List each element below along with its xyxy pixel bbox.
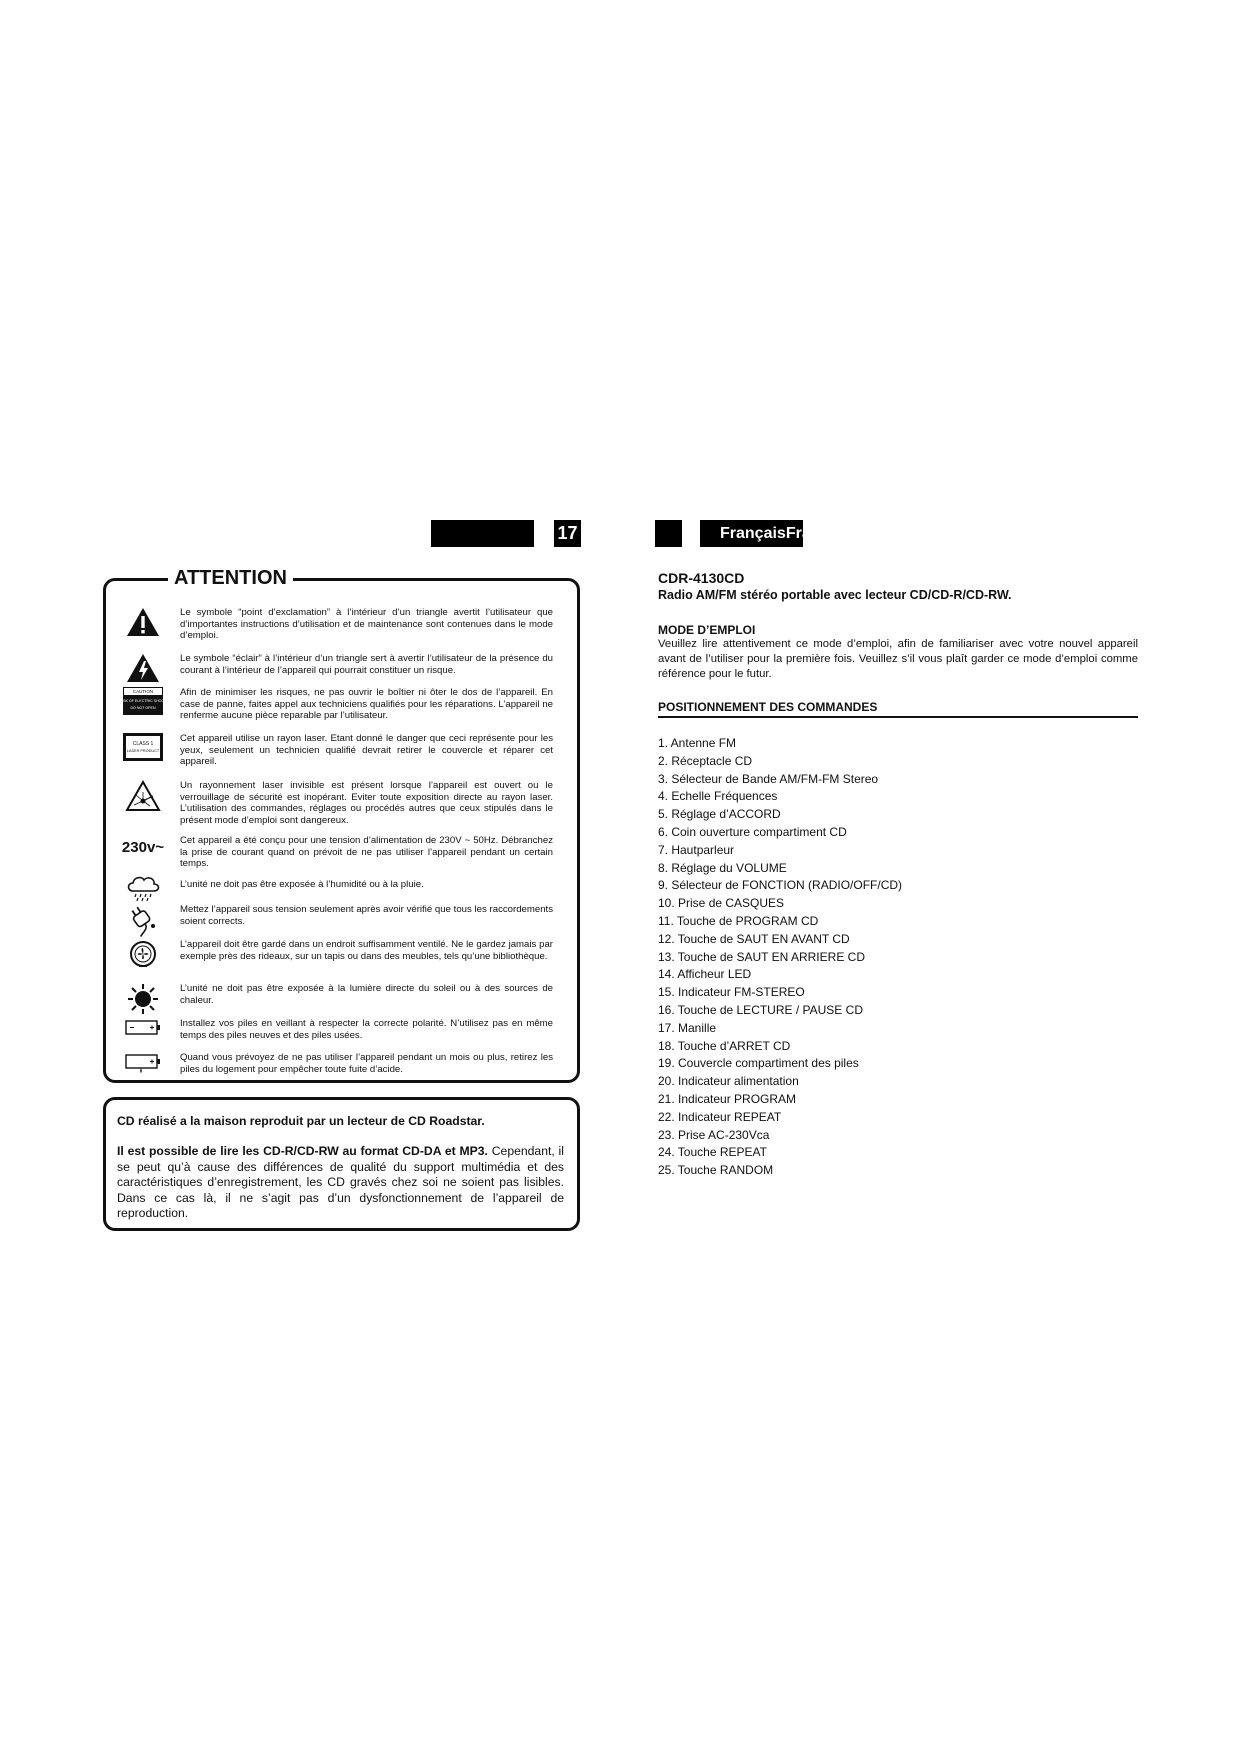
attention-item-sun [106,983,553,1015]
list-item: 10. Prise de CASQUES [658,896,785,911]
ventilation-fan-icon [127,939,159,971]
list-item: 14. Afficheur LED [658,967,752,982]
attention-item-text: Installez vos piles en veillant à respecter la correcte polarité. N’utilisez pas en même temps des piles neuves et des piles usées. [180,1018,553,1041]
list-item: 3. Sélecteur de Bande AM/FM-FM Stereo [658,771,879,786]
list-item: 7. Hautparleur [658,842,735,857]
mode-text: Veuillez lire attentivement ce mode d’emploi, afin de familiariser avec votre nouvel appareil avant de l’utiliser pour la première fois. Veuillez s’il vous plaît garder ce mode d’emploi comme référence pour le futur. [658,638,1138,680]
attention-item-text: L’unité ne doit pas être exposée à l’humidité ou à la pluie. [180,879,424,890]
attention-item-text: Mettez l’appareil sous tension seulement après avoir vérifié que tous les raccordements soient corrects. [180,904,553,927]
list-item: 1. Antenne FM [658,736,737,750]
page-number: 17 [554,520,581,547]
list-item: 2. Réceptacle CD [658,753,753,768]
list-item: 8. Réglage du VOLUME [658,860,787,875]
attention-item-battery-leak [106,1052,553,1075]
exclamation-triangle-icon [126,607,160,637]
model-name: CDR-4130CD [658,570,745,586]
list-item: 4. Echelle Fréquences [658,789,778,804]
attention-item-text: Un rayonnement laser invisible est présent lorsque l’appareil est ouvert ou le verrouillage de sécurité est inopérant. Eviter toute exposition directe au rayon laser. L’utilisation des commandes, réglages ou procédés autres que ceux stipulés dans le présent mode d’emploi sont dangereux. [180,780,553,826]
controls-title: POSITIONNEMENT DES COMMANDES [658,700,1138,718]
list-item: 23. Prise AC-230Vca [658,1127,770,1142]
list-item: 22. Indicateur REPEAT [658,1109,782,1124]
attention-item-text: L’appareil doit être gardé dans un endroit suffisamment ventilé. Ne le gardez jamais par exemple près des rideaux, sur un tapis ou dans des meubles, tels qu’une bibliothèque. [180,939,553,962]
battery-icon [125,1018,161,1036]
attention-item-caution [106,687,553,722]
cd-info-box [103,1097,580,1231]
laser-warning-triangle-icon [125,780,161,812]
cd-info-bold-lead: Il est possible de lire les CD-R/CD-RW au format CD-DA et MP3. [117,1144,488,1158]
controls-list [658,735,1138,1180]
caution-label-text: RISK OF ELECTRIC SHOCK [119,699,167,703]
voltage-icon: 230v~ [121,839,165,856]
language-tab: FrançaisFra [700,520,803,547]
right-column [658,570,1138,1180]
attention-item-laser-class [106,733,553,768]
caution-label-icon [119,687,167,715]
list-item: 13. Touche de SAUT EN ARRIERE CD [658,949,865,964]
attention-item-voltage [106,835,553,870]
attention-item-lightning [106,653,553,683]
attention-item-text: Cet appareil a été conçu pour une tension d’alimentation de 230V ~ 50Hz. Débranchez la prise de courant quand on prévoit de ne pas utiliser l’appareil pendant un certain temps. [180,835,553,870]
attention-item-battery [106,1018,553,1041]
header-bar-left [431,520,534,547]
list-item: 5. Réglage d’ACCORD [658,807,781,822]
battery-leak-icon [125,1052,161,1074]
attention-item-text: L’unité ne doit pas être exposée à la lumière directe du soleil ou à des sources de chaleur. [180,983,553,1006]
attention-item-text: Le symbole “éclair” à l’intérieur d’un triangle sert à avertir l’utilisateur de la présence du courant à l’intérieur de l’appareil qui pourrait constituer un risque. [180,653,553,676]
sun-icon [127,983,159,1015]
attention-item-humidity [106,874,553,902]
attention-item-text: Quand vous prévoyez de ne pas utiliser l’appareil pendant un mois ou plus, retirez les piles du logement pour empêcher toute fuite d’acide. [180,1052,553,1075]
attention-item-exclamation [106,607,553,642]
list-item: 11. Touche de PROGRAM CD [658,913,819,928]
list-item: 12. Touche de SAUT EN AVANT CD [658,931,850,946]
attention-item-ventilation [106,939,553,971]
cd-info-text: Cependant, il se peut qu’à cause des différences de qualité du support multimédia et des caractéristiques d’enregistrement, les CD gravés chez soi ne soient pas lisibles. Dans ce cas là, il ne s’agit pas d’un dysfonctionnement de l’appareil de reproduction. [117,1144,564,1220]
rain-cloud-icon [125,874,161,902]
list-item: 21. Indicateur PROGRAM [658,1091,797,1106]
attention-item-laser-invisible [106,780,553,826]
caution-label-text: DO NOT OPEN [130,706,156,710]
cd-info-body [117,1144,564,1222]
list-item: 17. Manille [658,1020,717,1035]
attention-items [106,600,576,1075]
attention-title: ATTENTION [168,566,293,590]
mode-title: MODE D’EMPLOI [658,623,756,637]
attention-item-text: Cet appareil utilise un rayon laser. Etant donné le danger que ceci représente pour les yeux, seulement un technicien qualifié devrait retirer le couvercle et réparer cet appareil. [180,733,553,768]
attention-item-plug [106,904,553,934]
list-item: 16. Touche de LECTURE / PAUSE CD [658,1002,863,1017]
list-item: 15. Indicateur FM-STEREO [658,985,805,1000]
header-square-right [655,520,682,547]
class1-laser-label-icon [123,733,163,761]
cd-info-title: CD réalisé a la maison reproduit par un lecteur de CD Roadstar. [117,1114,485,1128]
list-item: 25. Touche RANDOM [658,1163,774,1178]
laser-label-text: CLASS 1 [132,741,154,747]
laser-label-text: LASER PRODUCT [126,749,160,753]
list-item: 24. Touche REPEAT [658,1145,767,1160]
lightning-triangle-icon [126,653,160,683]
caution-label-text: CAUTION [132,689,154,694]
list-item: 18. Touche d’ARRET CD [658,1038,791,1053]
plug-icon [125,904,161,934]
list-item: 20. Indicateur alimentation [658,1074,799,1089]
attention-item-text: Le symbole “point d’exclamation” à l’intérieur d’un triangle avertit l’utilisateur que d’importantes instructions d’utilisation et de maintenance sont contenues dans le mode d’emploi. [180,607,553,642]
model-subtitle: Radio AM/FM stéréo portable avec lecteur CD/CD-R/CD-RW. [658,588,1012,602]
list-item: 9. Sélecteur de FONCTION (RADIO/OFF/CD) [658,878,903,893]
attention-item-text: Afin de minimiser les risques, ne pas ouvrir le boîtier ni ôter le dos de l’appareil. En case de panne, faites appel aux techniciens qualifiés pour les réparations. L’appareil ne renferme aucune pièce reparable par l’utilisateur. [180,687,553,722]
list-item: 6. Coin ouverture compartiment CD [658,824,847,839]
list-item: 19. Couvercle compartiment des piles [658,1056,859,1071]
